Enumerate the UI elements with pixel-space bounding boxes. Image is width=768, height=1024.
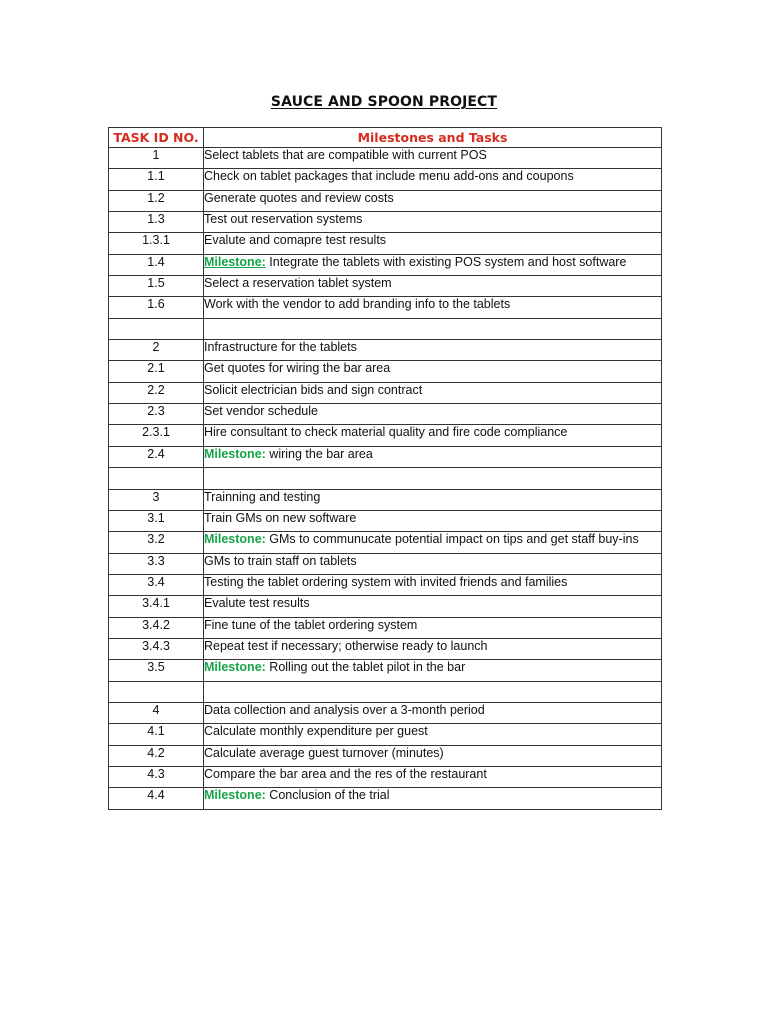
task-text: Calculate average guest turnover (minutes): [204, 745, 444, 760]
task-id-cell: 2.2: [109, 382, 204, 403]
milestone-label: Milestone:: [204, 446, 266, 461]
task-text: Hire consultant to check material quality and fire code compliance: [204, 425, 568, 440]
task-text: Set vendor schedule: [204, 404, 318, 419]
table-row: [109, 489, 662, 510]
task-id-cell: 2.3.1: [109, 425, 204, 446]
task-id-cell: 4.1: [109, 724, 204, 745]
table-row: [109, 404, 662, 425]
task-id-cell: 3.4.1: [109, 596, 204, 617]
task-description-cell: [204, 766, 662, 787]
table-row: [109, 788, 662, 809]
task-id-cell: 1.2: [109, 190, 204, 211]
task-text: Integrate the tablets with existing POS system and host software: [265, 254, 627, 269]
task-id-cell: 3.5: [109, 660, 204, 681]
table-row: [109, 510, 662, 531]
table-row: [109, 169, 662, 190]
task-description-cell: [204, 788, 662, 809]
task-description-cell: [204, 190, 662, 211]
document-title: SAUCE AND SPOON PROJECT: [270, 94, 498, 110]
table-row: [109, 660, 662, 681]
task-text: Generate quotes and review costs: [204, 190, 394, 205]
table-row: [109, 745, 662, 766]
table-row: [109, 425, 662, 446]
task-description-cell: [204, 276, 662, 297]
task-text: GMs to train staff on tablets: [204, 553, 357, 568]
header-task-id: TASK ID NO.: [109, 128, 204, 148]
task-description-cell: [204, 510, 662, 531]
table-row: [109, 148, 662, 169]
task-id-cell: 3: [109, 489, 204, 510]
task-description-cell: [204, 745, 662, 766]
task-description-cell: [204, 425, 662, 446]
table-row: [109, 702, 662, 723]
task-description-cell: [204, 617, 662, 638]
table-header-row: [109, 128, 662, 148]
milestone-label: Milestone:: [204, 788, 266, 803]
task-id-cell: 4.2: [109, 745, 204, 766]
task-description-cell: [204, 404, 662, 425]
task-text: Repeat test if necessary; otherwise ready to launch: [204, 638, 488, 653]
table-row: [109, 340, 662, 361]
task-text: Infrastructure for the tablets: [204, 340, 357, 355]
task-id-cell: 1.5: [109, 276, 204, 297]
task-text: wiring the bar area: [265, 446, 373, 461]
task-text: Testing the tablet ordering system with invited friends and families: [204, 574, 568, 589]
task-id-cell: 1.6: [109, 297, 204, 318]
task-text: Evalute test results: [204, 596, 310, 611]
table-row: [109, 382, 662, 403]
task-description-cell: [204, 297, 662, 318]
task-description-cell: [204, 596, 662, 617]
task-description-cell: [204, 148, 662, 169]
task-description-cell: [204, 254, 662, 275]
task-description-cell: [204, 532, 662, 553]
task-id-cell: 3.3: [109, 553, 204, 574]
task-id-cell: 3.4.2: [109, 617, 204, 638]
task-id-cell: 2.3: [109, 404, 204, 425]
task-table: [108, 127, 662, 810]
task-text: Evalute and comapre test results: [204, 233, 387, 248]
task-text: Fine tune of the tablet ordering system: [204, 617, 418, 632]
table-row: [109, 361, 662, 382]
table-row: [109, 190, 662, 211]
task-text: Compare the bar area and the res of the restaurant: [204, 766, 487, 781]
task-text: Test out reservation systems: [204, 212, 363, 227]
task-text: GMs to communucate potential impact on tips and get staff buy-ins: [265, 532, 639, 547]
table-row: [109, 446, 662, 467]
task-description-cell: [204, 361, 662, 382]
task-id-cell: 3.2: [109, 532, 204, 553]
table-row: [109, 724, 662, 745]
task-description-cell: [204, 382, 662, 403]
task-id-cell: [109, 318, 204, 339]
task-description-cell: [204, 553, 662, 574]
task-id-cell: 2.1: [109, 361, 204, 382]
task-description-cell: [204, 638, 662, 659]
task-id-cell: 1: [109, 148, 204, 169]
task-description-cell: [204, 681, 662, 702]
table-row: [109, 254, 662, 275]
task-description-cell: [204, 702, 662, 723]
task-description-cell: [204, 340, 662, 361]
table-row: [109, 468, 662, 489]
table-row: [109, 617, 662, 638]
milestone-label: Milestone:: [204, 254, 266, 269]
task-description-cell: [204, 489, 662, 510]
task-text: Select tablets that are compatible with current POS: [204, 148, 487, 162]
task-description-cell: [204, 233, 662, 254]
table-row: [109, 297, 662, 318]
task-text: Calculate monthly expenditure per guest: [204, 724, 428, 739]
task-text: Solicit electrician bids and sign contract: [204, 382, 423, 397]
task-text: Trainning and testing: [204, 489, 321, 504]
table-row: [109, 553, 662, 574]
task-table-body: [109, 148, 662, 810]
milestone-label: Milestone:: [204, 532, 266, 547]
milestone-label: Milestone:: [204, 660, 266, 675]
task-description-cell: [204, 574, 662, 595]
task-id-cell: 4.4: [109, 788, 204, 809]
task-id-cell: 1.1: [109, 169, 204, 190]
table-row: [109, 681, 662, 702]
task-description-cell: [204, 318, 662, 339]
task-id-cell: 3.1: [109, 510, 204, 531]
task-id-cell: 4: [109, 702, 204, 723]
table-row: [109, 276, 662, 297]
task-text: Train GMs on new software: [204, 510, 357, 525]
task-text: Conclusion of the trial: [265, 788, 390, 803]
table-row: [109, 638, 662, 659]
task-id-cell: 1.4: [109, 254, 204, 275]
task-text: Get quotes for wiring the bar area: [204, 361, 391, 376]
task-description-cell: [204, 169, 662, 190]
task-id-cell: [109, 468, 204, 489]
task-description-cell: [204, 468, 662, 489]
task-id-cell: 1.3: [109, 212, 204, 233]
task-id-cell: 4.3: [109, 766, 204, 787]
task-id-cell: 2: [109, 340, 204, 361]
task-description-cell: [204, 724, 662, 745]
table-row: [109, 766, 662, 787]
task-id-cell: 3.4: [109, 574, 204, 595]
header-milestones-and-tasks: Milestones and Tasks: [204, 128, 662, 148]
task-id-cell: 1.3.1: [109, 233, 204, 254]
table-row: [109, 532, 662, 553]
task-id-cell: 3.4.3: [109, 638, 204, 659]
table-row: [109, 574, 662, 595]
table-row: [109, 596, 662, 617]
task-id-cell: 2.4: [109, 446, 204, 467]
task-text: Work with the vendor to add branding info to the tablets: [204, 297, 511, 312]
task-text: Select a reservation tablet system: [204, 276, 392, 291]
task-description-cell: [204, 660, 662, 681]
task-text: Check on tablet packages that include menu add-ons and coupons: [204, 169, 574, 184]
task-id-cell: [109, 681, 204, 702]
table-row: [109, 318, 662, 339]
task-text: Rolling out the tablet pilot in the bar: [265, 660, 466, 675]
task-text: Data collection and analysis over a 3-month period: [204, 702, 485, 717]
table-row: [109, 233, 662, 254]
table-row: [109, 212, 662, 233]
task-description-cell: [204, 212, 662, 233]
task-description-cell: [204, 446, 662, 467]
